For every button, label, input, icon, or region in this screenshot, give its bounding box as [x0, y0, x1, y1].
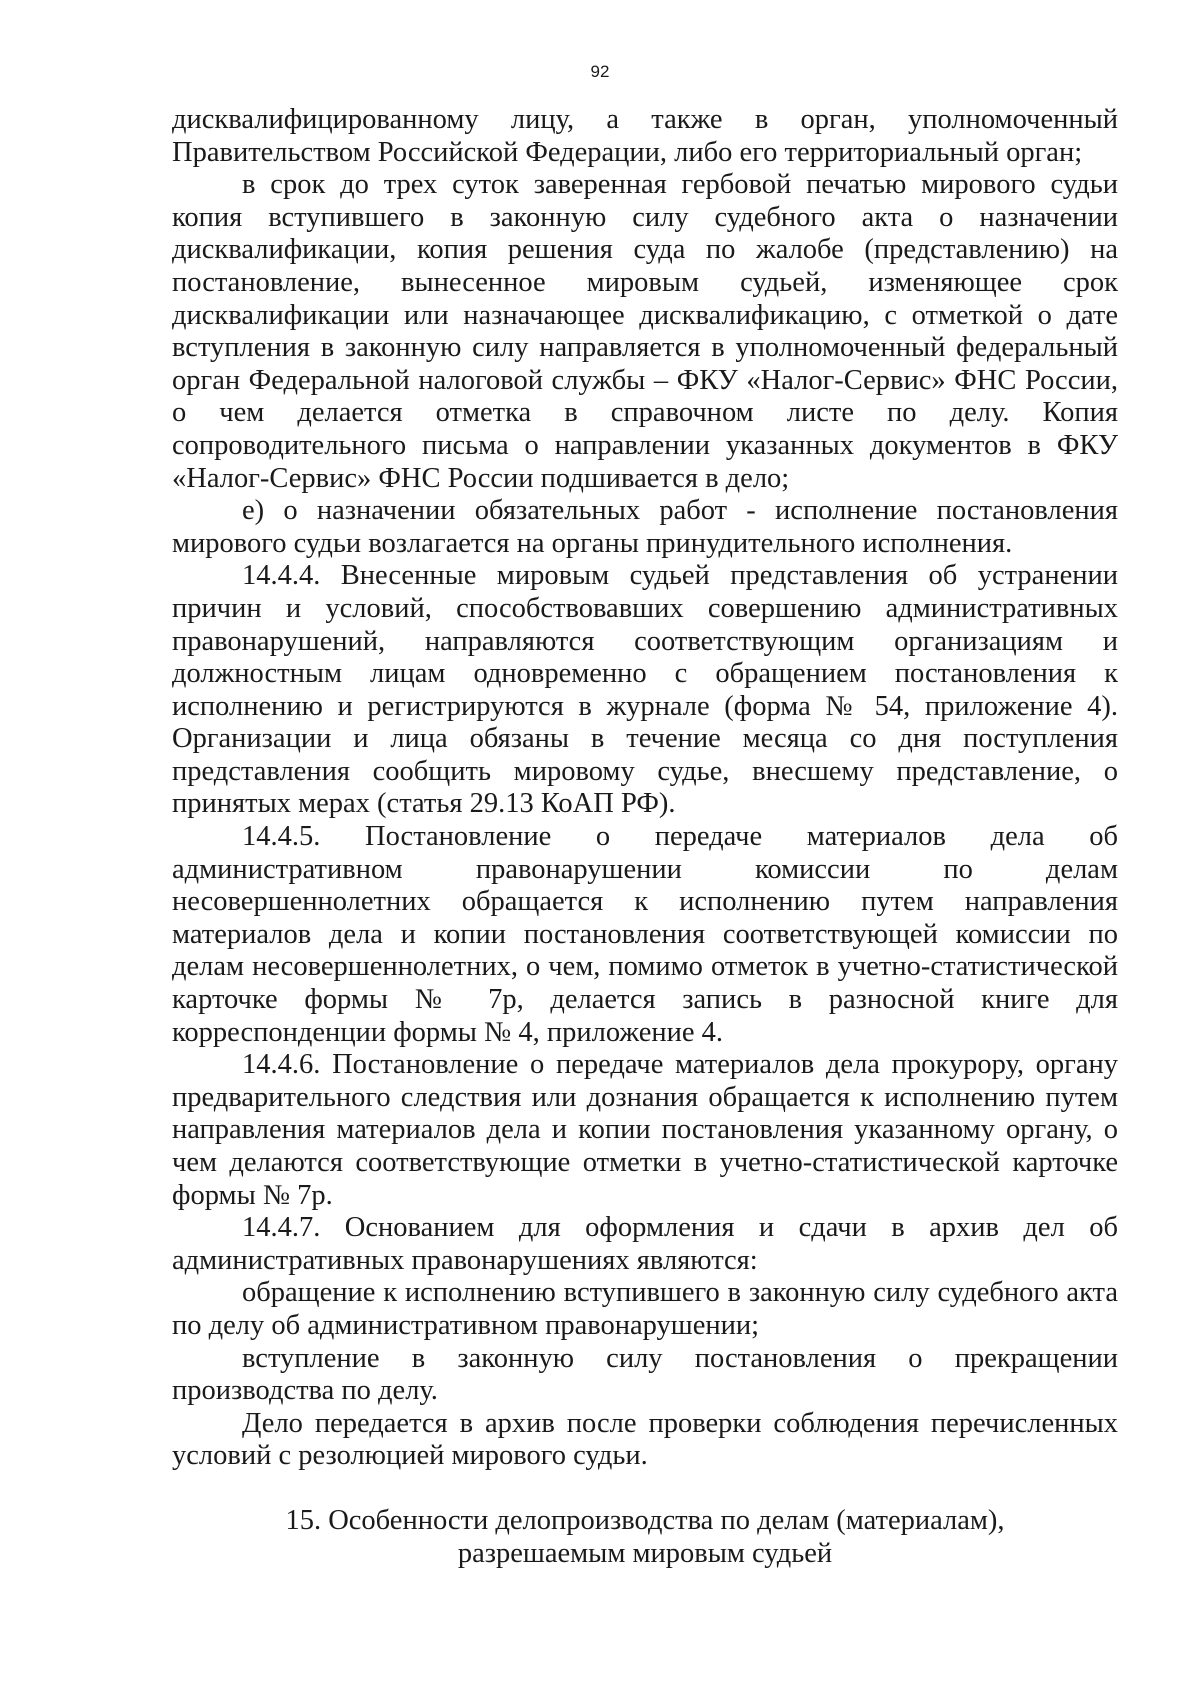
paragraph-14-4-6: 14.4.6. Постановление о передаче материалов дела прокурору, органу предварительного следствия или дознания обращается к исполнению путем направления материалов дела и копии постановления указанному органу, о чем делаются соответствующие отметки в учетно-статистической карточке формы № 7р.: [172, 1049, 1118, 1211]
paragraph-archive-condition-2: вступление в законную силу постановления о прекращении производства по делу.: [172, 1342, 1118, 1407]
paragraph-mandatory-works: е) о назначении обязательных работ - исполнение постановления мирового судьи возлагается на органы принудительного исполнения.: [172, 495, 1118, 559]
section-heading: [172, 1505, 1118, 1570]
paragraph-archive-condition-1: обращение к исполнению вступившего в законную силу судебного акта по делу об административном правонарушении;: [172, 1277, 1118, 1341]
section-heading-line-2: разрешаемым мировым судьей: [457, 1537, 833, 1569]
paragraph-archive-transfer: Дело передается в архив после проверки соблюдения перечисленных условий с резолюцией мирового судьи.: [172, 1407, 1118, 1472]
section-heading-line-1: 15. Особенности делопроизводства по делам (материалам),: [285, 1504, 1005, 1536]
paragraph-copy-to-tax-service: в срок до трех суток заверенная гербовой печатью мирового судьи копия вступившего в законную силу судебного акта о назначении дисквалификации, копия решения суда по жалобе (представлению) на постановление, вынесенное мировым судьей, изменяющее срок дисквалификации или назначающее дисквалификацию, с отметкой о дате вступления в законную силу направляется в уполномоченный федеральный орган Федеральной налоговой службы – ФКУ «Налог-Сервис» ФНС России, о чем делается отметка в справочном листе по делу. Копия сопроводительного письма о направлении указанных документов в ФКУ «Налог-Сервис» ФНС России подшивается в дело;: [172, 169, 1118, 494]
paragraph-continuation: дисквалифицированному лицу, а также в орган, уполномоченный Правительством Российской Федерации, либо его территориальный орган;: [172, 104, 1118, 168]
page-number: 92: [590, 62, 610, 81]
paragraph-14-4-5: 14.4.5. Постановление о передаче материалов дела об административном правонарушении комиссии по делам несовершеннолетних обращается к исполнению путем направления материалов дела и копии постановления соответствующей комиссии по делам несовершеннолетних, о чем, помимо отметок в учетно-статистической карточке формы № 7р, делается запись в разносной книге для корреспонденции формы № 4, приложение 4.: [172, 821, 1118, 1048]
paragraph-14-4-7: 14.4.7. Основанием для оформления и сдачи в архив дел об административных правонарушениях являются:: [172, 1212, 1118, 1276]
paragraph-14-4-4: 14.4.4. Внесенные мировым судьей представления об устранении причин и условий, способствовавших совершению административных правонарушений, направляются соответствующим организациям и должностным лицам одновременно с обращением постановления к исполнению и регистрируются в журнале (форма № 54, приложение 4). Организации и лица обязаны в течение месяца со дня поступления представления сообщить мировому судье, внесшему представление, о принятых мерах (статья 29.13 КоАП РФ).: [172, 560, 1118, 820]
document-body: [172, 104, 1118, 1570]
